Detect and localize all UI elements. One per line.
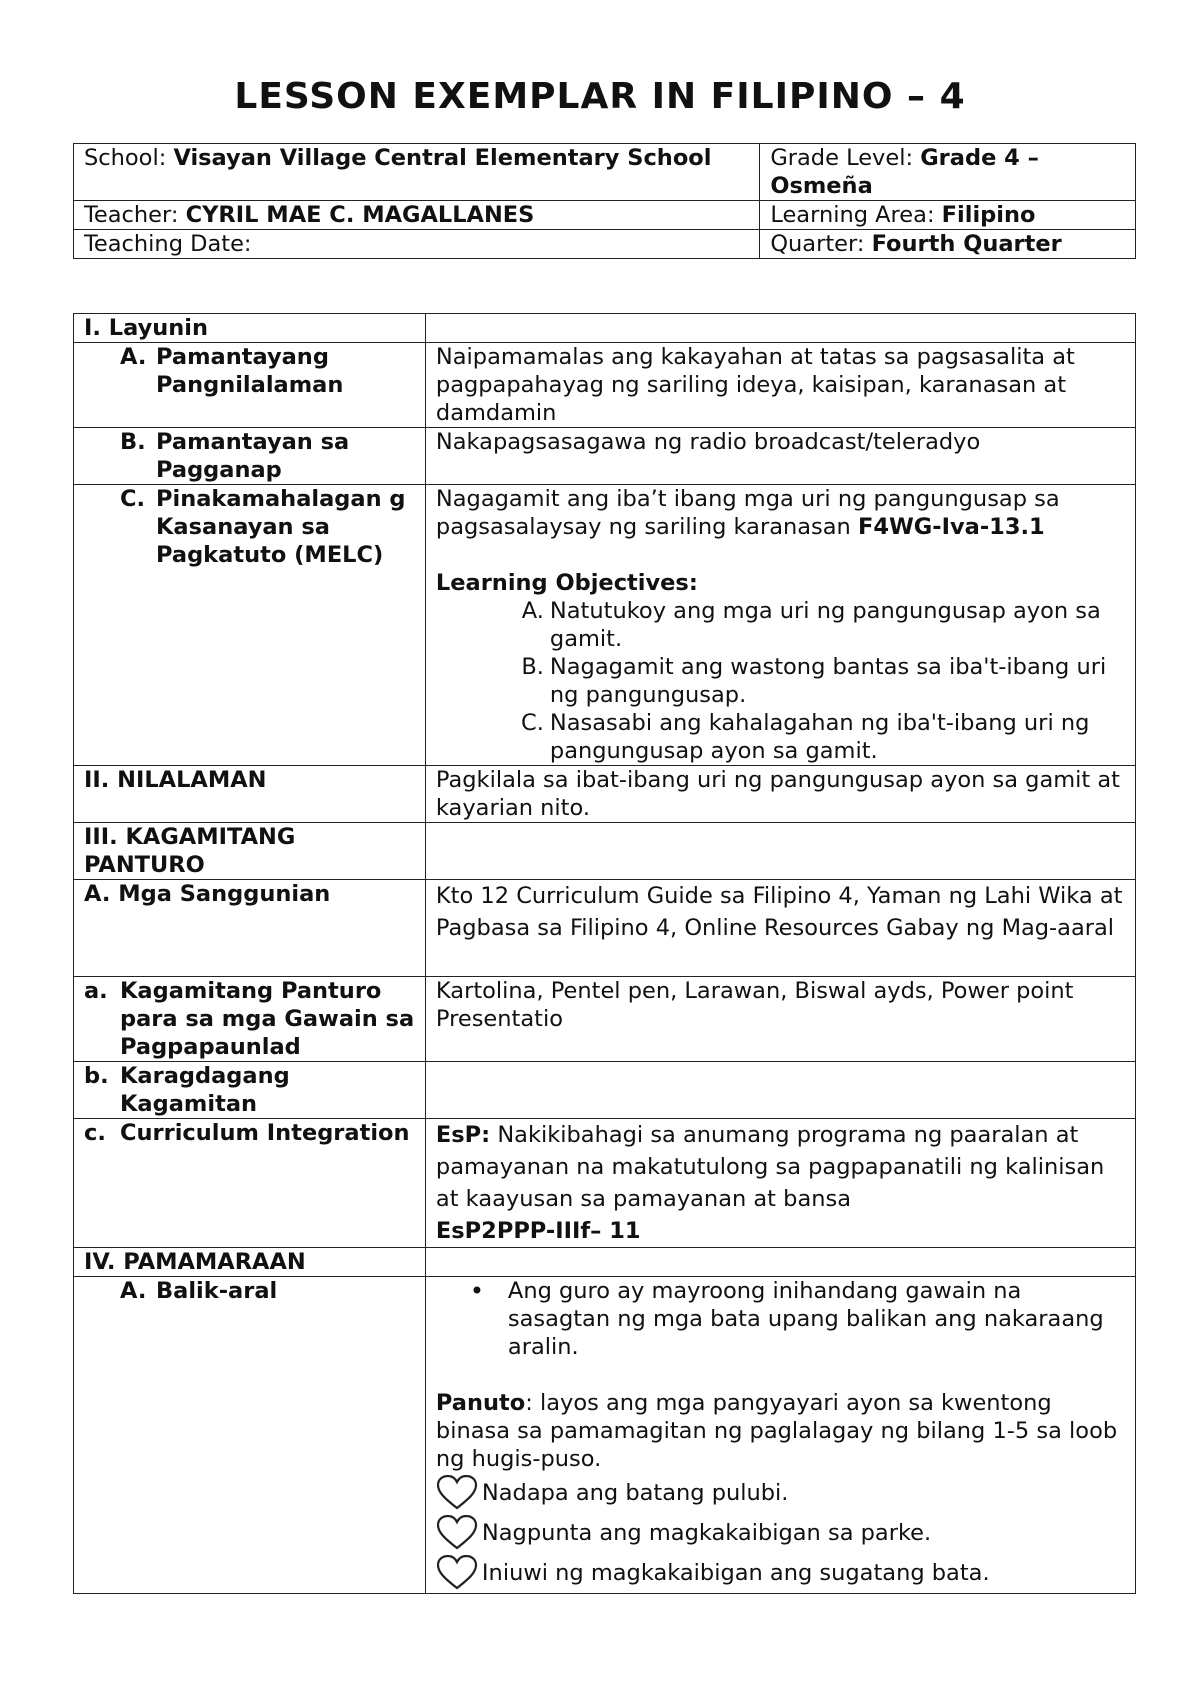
nilalaman-heading: II. NILALAMAN (74, 766, 426, 823)
heart-item: Nadapa ang batang pulubi. (436, 1473, 1125, 1513)
teacher-cell: Teacher: CYRIL MAE C. MAGALLANES (74, 201, 760, 230)
objective-item: B. Nagagamit ang wastong bantas sa iba't-ibang uri ng pangungusap. (521, 654, 1107, 708)
area-cell: Learning Area: Filipino (760, 201, 1136, 230)
heart-item: Iniuwi ng magkakaibigan ang sugatang bata. (436, 1553, 1125, 1593)
heart-icon (436, 1555, 478, 1591)
pamamaraan-heading: IV. PAMAMARAAN (74, 1248, 426, 1277)
grade-cell: Grade Level: Grade 4 – Osmeña (760, 144, 1136, 201)
pamantayan-sa-pagganap-text: Nakapagsasagawa ng radio broadcast/teleradyo (425, 428, 1135, 485)
kagamitan-heading: III. KAGAMITANG PANTURO (74, 823, 426, 880)
nilalaman-text: Pagkilala sa ibat-ibang uri ng pangungusap ayon sa gamit at kayarian nito. (425, 766, 1135, 823)
esp-code: EsP2PPP-IIIf– 11 (435, 1218, 641, 1244)
date-cell: Teaching Date: (74, 230, 760, 259)
heart-icon (436, 1475, 478, 1511)
melc-text: Nagagamit ang iba’t ibang mga uri ng pangungusap sa pagsasalaysay ng sariling karanasan F4WG-Iva-13.1 Learning Objectives: A. Natutukoy ang mga uri ng pangungusap ayon sa gamit. B. Nagagamit ang wastong bantas sa iba't-ibang uri ng pangungusap. C. Nasasabi ang kahalagahan ng iba't-ibang uri ng pangungusap ayon sa gamit. (425, 485, 1135, 766)
curriculum-integration-label: c. Curriculum Integration (74, 1119, 426, 1248)
grade-value: Grade 4 – Osmeña (770, 145, 1039, 199)
teacher-value: CYRIL MAE C. MAGALLANES (185, 202, 535, 228)
objective-item: A. Natutukoy ang mga uri ng pangungusap ayon sa gamit. (521, 598, 1101, 652)
page-title: LESSON EXEMPLAR IN FILIPINO – 4 (234, 76, 966, 117)
kagamitang-panturo-text: Kartolina, Pentel pen, Larawan, Biswal ayds, Power point Presentatio (425, 977, 1135, 1062)
kagamitang-panturo-label: a. Kagamitang Panturo para sa mga Gawain sa Pagpapaunlad (74, 977, 426, 1062)
school-cell: School: Visayan Village Central Elementary School (74, 144, 760, 201)
school-value: Visayan Village Central Elementary School (173, 145, 712, 171)
balik-aral-label: A. Balik-aral (74, 1277, 426, 1594)
sanggunian-text: Kto 12 Curriculum Guide sa Filipino 4, Yaman ng Lahi Wika at Pagbasa sa Filipino 4, Online Resources Gabay ng Mag-aaral (425, 880, 1135, 977)
karagdagang-kagamitan-label: b. Karagdagang Kagamitan (74, 1062, 426, 1119)
heart-item: Nagpunta ang magkakaibigan sa parke. (436, 1513, 1125, 1553)
sanggunian-label: A. Mga Sanggunian (74, 880, 426, 977)
lesson-table (73, 313, 1136, 1594)
objective-item: C. Nasasabi ang kahalagahan ng iba't-ibang uri ng pangungusap ayon sa gamit. (521, 710, 1090, 764)
area-value: Filipino (941, 202, 1036, 228)
heart-icon (436, 1515, 478, 1551)
balik-aral-text (425, 1277, 1135, 1594)
info-table (73, 143, 1136, 259)
quarter-value: Fourth Quarter (871, 231, 1062, 257)
pamantayan-sa-pagganap-label: B. Pamantayan sa Pagganap (74, 428, 426, 485)
bullet-item: • Ang guro ay mayroong inihandang gawain na sasagtan ng mga bata upang balikan ang nakaraang aralin. (469, 1277, 1104, 1360)
melc-code: F4WG-Iva-13.1 (857, 514, 1045, 540)
pamantayang-pangnilalaman-text: Naipamamalas ang kakayahan at tatas sa pagsasalita at pagpapahayag ng sariling ideya, kaisipan, karanasan at damdamin (425, 343, 1135, 428)
pamantayang-pangnilalaman-label: A. Pamantayang Pangnilalaman (74, 343, 426, 428)
melc-label: C. Pinakamahalagan g Kasanayan sa Pagkatuto (MELC) (74, 485, 426, 766)
curriculum-integration-text: EsP: Nakikibahagi sa anumang programa ng paaralan at pamayanan na makatutulong sa pagpapanatili ng kalinisan at kaayusan sa pamayanan at bansa EsP2PPP-IIIf– 11 (425, 1119, 1135, 1248)
layunin-heading: I. Layunin (74, 314, 426, 343)
learning-objectives-heading: Learning Objectives: (435, 570, 698, 596)
quarter-cell: Quarter: Fourth Quarter (760, 230, 1136, 259)
panuto: Panuto: layos ang mga pangyayari ayon sa kwentong binasa sa pamamagitan ng paglalagay ng bilang 1-5 sa loob ng hugis-puso. (435, 1390, 1118, 1472)
